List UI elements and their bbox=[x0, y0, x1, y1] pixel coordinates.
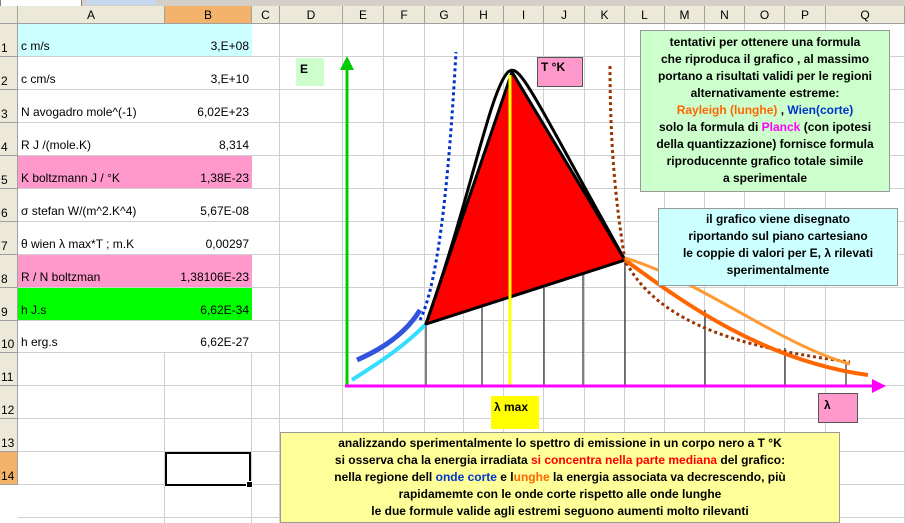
note3-line: rapidamemte con le onde corte rispetto alle onde lunghe bbox=[398, 487, 722, 501]
row-number: 3 bbox=[1, 107, 8, 121]
note-emission-spectrum[interactable] bbox=[280, 432, 840, 523]
note3-line: analizzando sperimentalmente lo spettro di emissione in un corpo nero a T °K bbox=[338, 436, 782, 450]
note1-line: tentativi per ottenere una formula bbox=[669, 35, 861, 49]
row-number: 2 bbox=[1, 74, 8, 88]
note1-line: riproducennte grafico totale simile bbox=[666, 154, 864, 168]
note3-line bbox=[281, 452, 839, 469]
column-header-l[interactable]: L bbox=[625, 6, 665, 24]
lambda-axis-label: λ bbox=[818, 393, 858, 423]
constant-value: 3,E+08 bbox=[210, 39, 249, 53]
row-number: 6 bbox=[1, 206, 8, 220]
wien-solid-curve bbox=[357, 310, 420, 360]
constant-value: 1,38E-23 bbox=[200, 171, 249, 185]
energy-axis-label: E bbox=[296, 58, 324, 86]
constant-label: c m/s bbox=[21, 39, 50, 53]
note-formula-attempts[interactable] bbox=[640, 30, 890, 192]
constant-value: 6,62E-27 bbox=[200, 335, 249, 349]
cyan-curve bbox=[352, 325, 425, 380]
column-header-m[interactable]: M bbox=[665, 6, 705, 24]
constant-value: 6,62E-34 bbox=[200, 303, 249, 317]
constant-label: K boltzmann J / °K bbox=[21, 171, 120, 185]
column-header-b[interactable]: B bbox=[165, 6, 252, 24]
constant-value: 0,00297 bbox=[205, 237, 249, 251]
note3-text: e l bbox=[496, 470, 514, 484]
note3-text: del grafico: bbox=[717, 453, 786, 467]
onde-corte-text: onde corte bbox=[435, 470, 497, 484]
planck-area bbox=[426, 72, 625, 324]
note3-text: la energia associata va decrescendo, più bbox=[549, 470, 786, 484]
note2-line: il grafico viene disegnato bbox=[705, 212, 851, 226]
note2-line: riportando sul piano cartesiano bbox=[688, 229, 868, 243]
note1-line: che riproduca il grafico , al massimo bbox=[660, 52, 870, 66]
note1-line bbox=[641, 102, 889, 119]
note1-text: solo la formula di bbox=[658, 120, 762, 134]
column-header-j[interactable]: J bbox=[544, 6, 585, 24]
constant-label: θ wien λ max*T ; m.K bbox=[21, 237, 135, 251]
note1-line bbox=[641, 119, 889, 136]
temperature-label: T °K bbox=[537, 57, 583, 87]
row-number: 1 bbox=[1, 41, 8, 55]
row-number: 11 bbox=[1, 370, 14, 384]
y-axis-arrow bbox=[340, 56, 354, 70]
column-header-c[interactable]: C bbox=[252, 6, 280, 24]
note3-highlight: si concentra nella parte mediana bbox=[531, 453, 718, 467]
constant-label: R / N boltzman bbox=[21, 270, 101, 284]
column-header-a[interactable]: A bbox=[18, 6, 165, 24]
note2-line: le coppie di valori per E, λ rilevati bbox=[682, 246, 874, 260]
column-header-g[interactable]: G bbox=[425, 6, 464, 24]
column-header-e[interactable]: E bbox=[343, 6, 384, 24]
note1-text: (con ipotesi bbox=[800, 120, 872, 134]
x-axis-arrow bbox=[872, 379, 886, 393]
lunghe-text: unghe bbox=[513, 470, 550, 484]
row-number: 8 bbox=[1, 272, 8, 286]
constant-value: 8,314 bbox=[218, 138, 249, 152]
constant-label: c cm/s bbox=[21, 72, 56, 86]
constant-value: 6,02E+23 bbox=[197, 105, 249, 119]
constant-label: h erg.s bbox=[21, 335, 58, 349]
rayleigh-text: Rayleigh (lunghe) bbox=[676, 103, 778, 117]
column-header-n[interactable]: N bbox=[705, 6, 745, 24]
planck-text: Planck bbox=[761, 120, 801, 134]
constant-value: 5,67E-08 bbox=[200, 204, 249, 218]
column-header-k[interactable]: K bbox=[585, 6, 625, 24]
column-header-f[interactable]: F bbox=[384, 6, 425, 24]
column-header-d[interactable]: D bbox=[280, 6, 343, 24]
column-header-h[interactable]: H bbox=[464, 6, 504, 24]
note1-line: della quantizzazione) fornisce formula bbox=[656, 137, 874, 151]
note3-text: nella regione dell bbox=[334, 470, 436, 484]
constant-value: 3,E+10 bbox=[210, 72, 249, 86]
constant-label: R J /(mole.K) bbox=[21, 138, 92, 152]
constant-label: h J.s bbox=[21, 303, 47, 317]
constant-value: 1,38106E-23 bbox=[180, 270, 249, 284]
column-header-p[interactable]: P bbox=[785, 6, 826, 24]
row-number: 10 bbox=[1, 337, 15, 351]
row-number: 7 bbox=[1, 239, 8, 253]
note1-sep: , bbox=[777, 103, 788, 117]
note3-line: le due formule valide agli estremi seguono aumenti molto rilevanti bbox=[371, 504, 749, 518]
constant-label: σ stefan W/(m^2.K^4) bbox=[21, 204, 137, 218]
note1-line: alternativamente estreme: bbox=[690, 86, 840, 100]
note3-text: si osserva cha la energia irradiata bbox=[334, 453, 531, 467]
lambda-max-label: λ max bbox=[491, 396, 539, 429]
row-number: 9 bbox=[1, 305, 8, 319]
column-header-i[interactable]: I bbox=[504, 6, 544, 24]
row-number: 14 bbox=[1, 469, 15, 483]
row-number: 13 bbox=[1, 436, 15, 450]
wien-text: Wien(corte) bbox=[787, 103, 854, 117]
column-header-o[interactable]: O bbox=[745, 6, 785, 24]
row-number: 12 bbox=[1, 403, 15, 417]
note1-line: portano a risultati validi per le regioni bbox=[657, 69, 873, 83]
note3-line bbox=[281, 469, 839, 486]
note1-line: a sperimentale bbox=[722, 171, 808, 185]
note2-line: sperimentalmente bbox=[726, 263, 830, 277]
note-cartesian-plot[interactable] bbox=[658, 208, 898, 286]
row-number: 5 bbox=[1, 173, 8, 187]
column-header-q[interactable]: Q bbox=[826, 6, 905, 24]
row-number: 4 bbox=[1, 140, 8, 154]
constant-label: N avogadro mole^(-1) bbox=[21, 105, 137, 119]
